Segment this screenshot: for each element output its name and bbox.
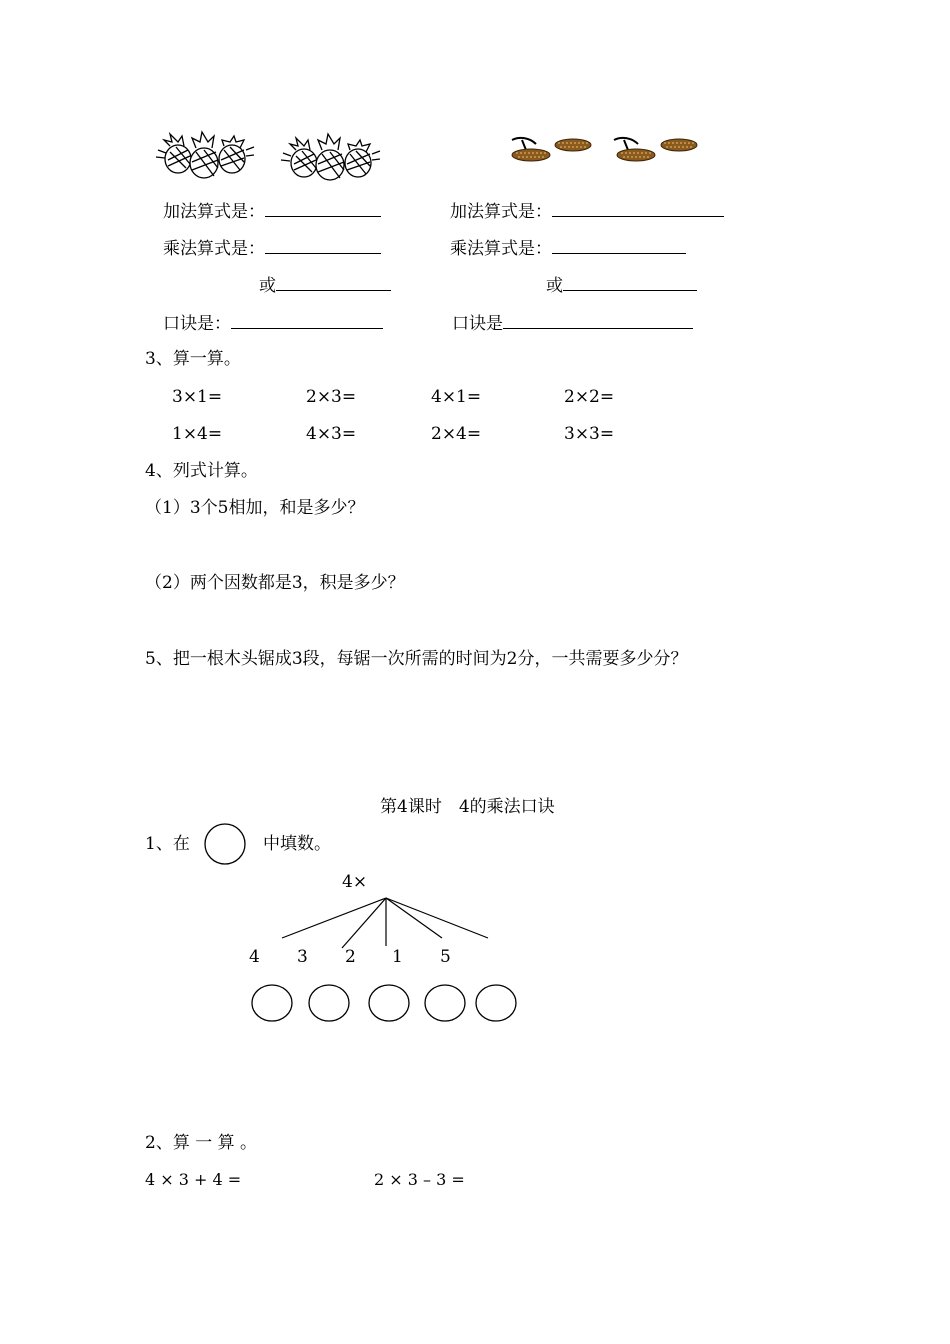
- mushroom-pair-right: [614, 138, 697, 161]
- factor-number: 3: [297, 947, 308, 967]
- right-addition-blank[interactable]: [552, 200, 724, 217]
- mushroom-pair-left: [512, 138, 591, 161]
- q3-expression: 1×4=: [172, 424, 223, 444]
- left-addition-row: [163, 200, 381, 222]
- factor-number: 5: [440, 947, 451, 967]
- right-multiplication-blank[interactable]: [552, 237, 686, 254]
- factor-number: 4: [249, 947, 260, 967]
- lesson-q1-suffix: 中填数。: [263, 834, 331, 854]
- lesson-title: 第4课时 4的乘法口诀: [380, 797, 555, 817]
- left-rhyme-row: [163, 312, 383, 334]
- factor-number: 2: [345, 947, 356, 967]
- q3-expression: 4×1=: [431, 387, 482, 407]
- q4-heading: 4、列式计算。: [145, 461, 258, 481]
- left-multiplication-blank[interactable]: [265, 237, 381, 254]
- q3-heading: 3、算一算。: [145, 349, 241, 369]
- right-rhyme-label: 口诀是: [452, 314, 503, 334]
- left-or-label: 或: [259, 276, 276, 296]
- left-rhyme-label: 口诀是：: [163, 314, 231, 334]
- q3-expression: 2×2=: [564, 387, 615, 407]
- q3-expression: 2×4=: [431, 424, 482, 444]
- inline-circle-icon: [205, 824, 245, 864]
- lesson-q2-heading: 2、算 一 算 。: [145, 1133, 258, 1153]
- fan-lines: [282, 898, 488, 948]
- q4-item-1: （1）3个5相加，和是多少？: [145, 498, 365, 518]
- right-or-row: [546, 274, 697, 296]
- multiplier-label: 4×: [342, 872, 368, 892]
- pineapple-group-left: [156, 132, 254, 178]
- answer-circle: [425, 985, 465, 1021]
- q3-expression: 3×3=: [564, 424, 615, 444]
- left-or-row: [259, 274, 391, 296]
- q3-expression: 4×3=: [306, 424, 357, 444]
- right-addition-row: [450, 200, 724, 222]
- answer-circles: [252, 985, 516, 1021]
- right-rhyme-row: [452, 312, 693, 334]
- left-addition-blank[interactable]: [265, 200, 381, 217]
- right-rhyme-blank[interactable]: [503, 312, 693, 329]
- answer-circle: [369, 985, 409, 1021]
- left-rhyme-blank[interactable]: [231, 312, 383, 329]
- right-or-label: 或: [546, 276, 563, 296]
- answer-circle: [252, 985, 292, 1021]
- left-multiplication-row: [163, 237, 381, 259]
- q3-expression: 3×1=: [172, 387, 223, 407]
- left-multiplication-label: 乘法算式是：: [163, 239, 265, 259]
- left-or-blank[interactable]: [276, 274, 391, 291]
- right-addition-label: 加法算式是：: [450, 202, 552, 222]
- pineapple-group-right: [281, 134, 380, 180]
- left-addition-label: 加法算式是：: [163, 202, 265, 222]
- right-multiplication-row: [450, 237, 686, 259]
- lesson-q2-expression: 2 × 3 – 3 =: [374, 1170, 465, 1189]
- q4-item-2: （2）两个因数都是3，积是多少？: [145, 573, 405, 593]
- lesson-q2-expression: 4 × 3 + 4 =: [145, 1170, 242, 1189]
- factor-number: 1: [392, 947, 403, 967]
- answer-circle: [309, 985, 349, 1021]
- answer-circle: [476, 985, 516, 1021]
- right-or-blank[interactable]: [563, 274, 697, 291]
- lesson-q1-prefix: 1、在: [145, 834, 190, 854]
- q3-expression: 2×3=: [306, 387, 357, 407]
- q5-text: 5、把一根木头锯成3段，每锯一次所需的时间为2分，一共需要多少分？: [145, 649, 688, 669]
- right-multiplication-label: 乘法算式是：: [450, 239, 552, 259]
